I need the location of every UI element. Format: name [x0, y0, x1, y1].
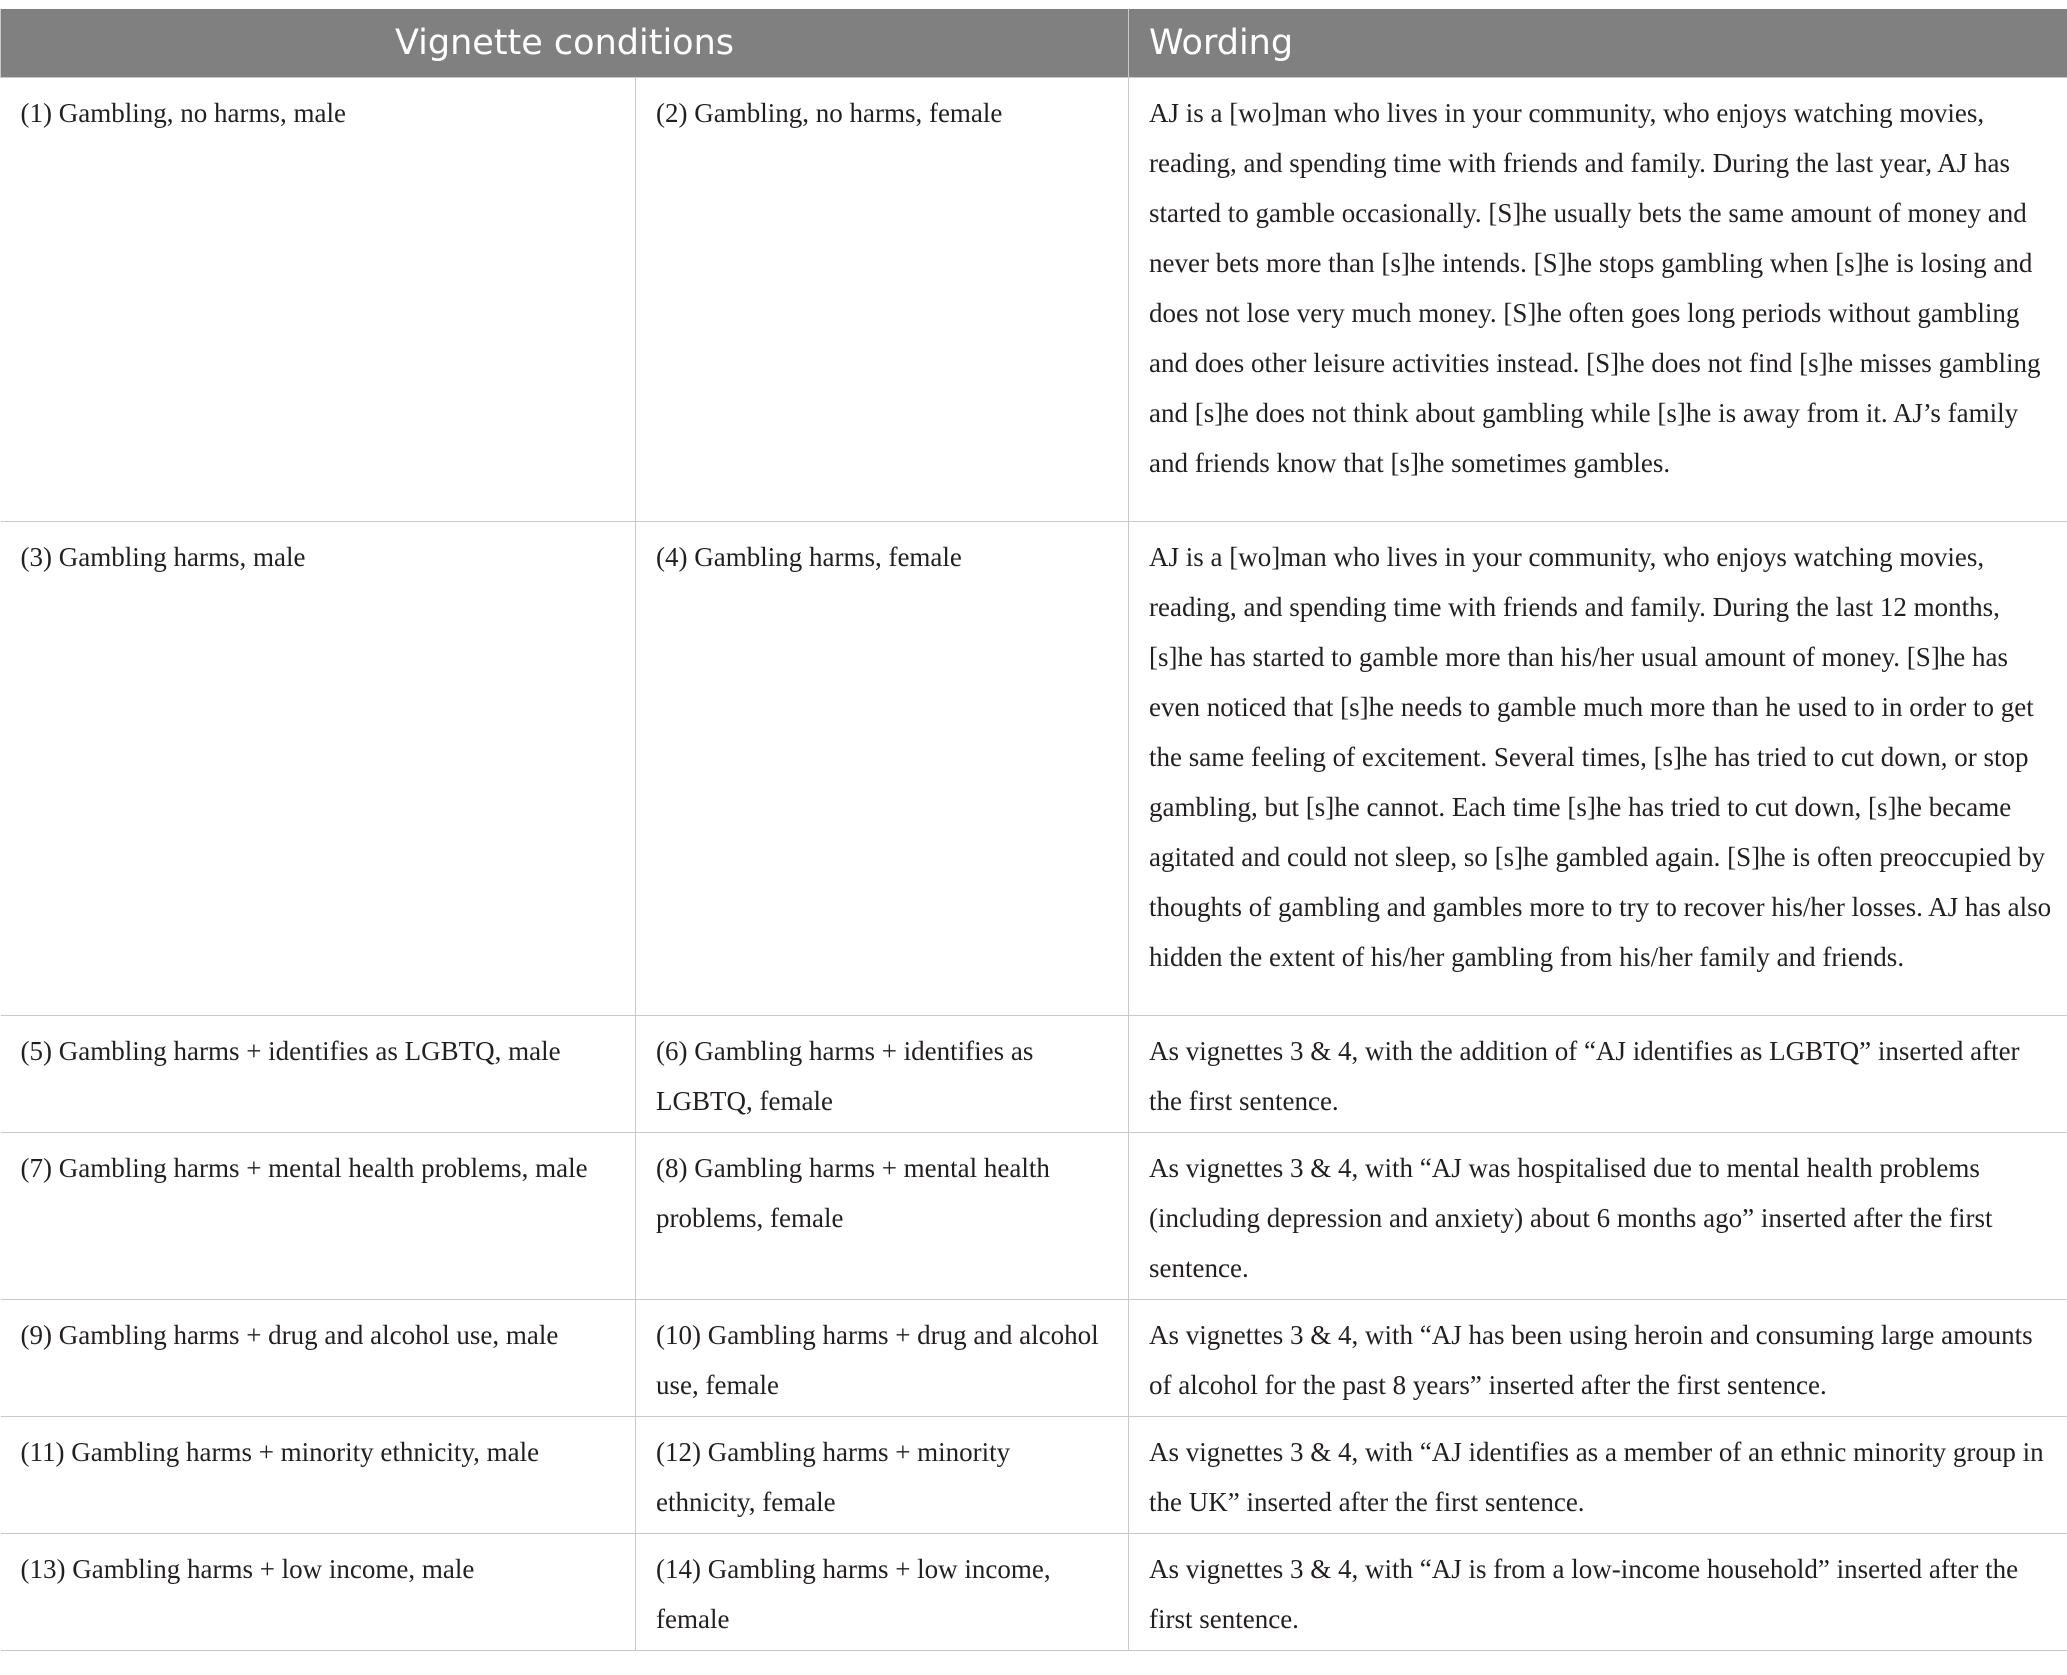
condition-female-cell: (4) Gambling harms, female [636, 521, 1129, 1015]
table-body [1, 77, 2067, 1650]
table-row [1, 1533, 2067, 1650]
wording-cell: As vignettes 3 & 4, with “AJ is from a low-income household” inserted after the first sentence. [1129, 1533, 2067, 1650]
table-row [1, 1299, 2067, 1416]
wording-cell: As vignettes 3 & 4, with “AJ has been using heroin and consuming large amounts of alcohol for the past 8 years” inserted after the first sentence. [1129, 1299, 2067, 1416]
condition-female-cell: (8) Gambling harms + mental health problems, female [636, 1132, 1129, 1299]
header-vignette-conditions: Vignette conditions [1, 9, 1129, 77]
table-row [1, 1015, 2067, 1132]
condition-female-cell: (12) Gambling harms + minority ethnicity, female [636, 1416, 1129, 1533]
table-row [1, 1416, 2067, 1533]
wording-cell: AJ is a [wo]man who lives in your community, who enjoys watching movies, reading, and spending time with friends and family. During the last year, AJ has started to gamble occasionally. [S]he usually bets the same amount of money and never bets more than [s]he intends. [S]he stops gambling when [s]he is losing and does not lose very much money. [S]he often goes long periods without gambling and does other leisure activities instead. [S]he does not find [s]he misses gambling and [s]he does not think about gambling while [s]he is away from it. AJ’s family and friends know that [s]he sometimes gambles. [1129, 77, 2067, 521]
condition-female-cell: (14) Gambling harms + low income, female [636, 1533, 1129, 1650]
table-header [1, 9, 2067, 77]
condition-female-cell: (10) Gambling harms + drug and alcohol use, female [636, 1299, 1129, 1416]
vignette-table [0, 9, 2067, 1651]
wording-cell: As vignettes 3 & 4, with the addition of “AJ identifies as LGBTQ” inserted after the first sentence. [1129, 1015, 2067, 1132]
condition-male-cell: (13) Gambling harms + low income, male [1, 1533, 636, 1650]
condition-male-cell: (3) Gambling harms, male [1, 521, 636, 1015]
condition-male-cell: (5) Gambling harms + identifies as LGBTQ, male [1, 1015, 636, 1132]
table-row [1, 77, 2067, 521]
header-row [1, 9, 2067, 77]
condition-female-cell: (6) Gambling harms + identifies as LGBTQ, female [636, 1015, 1129, 1132]
wording-cell: As vignettes 3 & 4, with “AJ identifies as a member of an ethnic minority group in the UK” inserted after the first sentence. [1129, 1416, 2067, 1533]
table-row [1, 521, 2067, 1015]
condition-male-cell: (11) Gambling harms + minority ethnicity, male [1, 1416, 636, 1533]
condition-female-cell: (2) Gambling, no harms, female [636, 77, 1129, 521]
wording-cell: As vignettes 3 & 4, with “AJ was hospitalised due to mental health problems (including depression and anxiety) about 6 months ago” inserted after the first sentence. [1129, 1132, 2067, 1299]
condition-male-cell: (1) Gambling, no harms, male [1, 77, 636, 521]
condition-male-cell: (7) Gambling harms + mental health problems, male [1, 1132, 636, 1299]
header-wording: Wording [1129, 9, 2067, 77]
condition-male-cell: (9) Gambling harms + drug and alcohol use, male [1, 1299, 636, 1416]
table-row [1, 1132, 2067, 1299]
wording-cell: AJ is a [wo]man who lives in your community, who enjoys watching movies, reading, and spending time with friends and family. During the last 12 months, [s]he has started to gamble more than his/her usual amount of money. [S]he has even noticed that [s]he needs to gamble much more than he used to in order to get the same feeling of excitement. Several times, [s]he has tried to cut down, or stop gambling, but [s]he cannot. Each time [s]he has tried to cut down, [s]he became agitated and could not sleep, so [s]he gambled again. [S]he is often preoccupied by thoughts of gambling and gambles more to try to recover his/her losses. AJ has also hidden the extent of his/her gambling from his/her family and friends. [1129, 521, 2067, 1015]
